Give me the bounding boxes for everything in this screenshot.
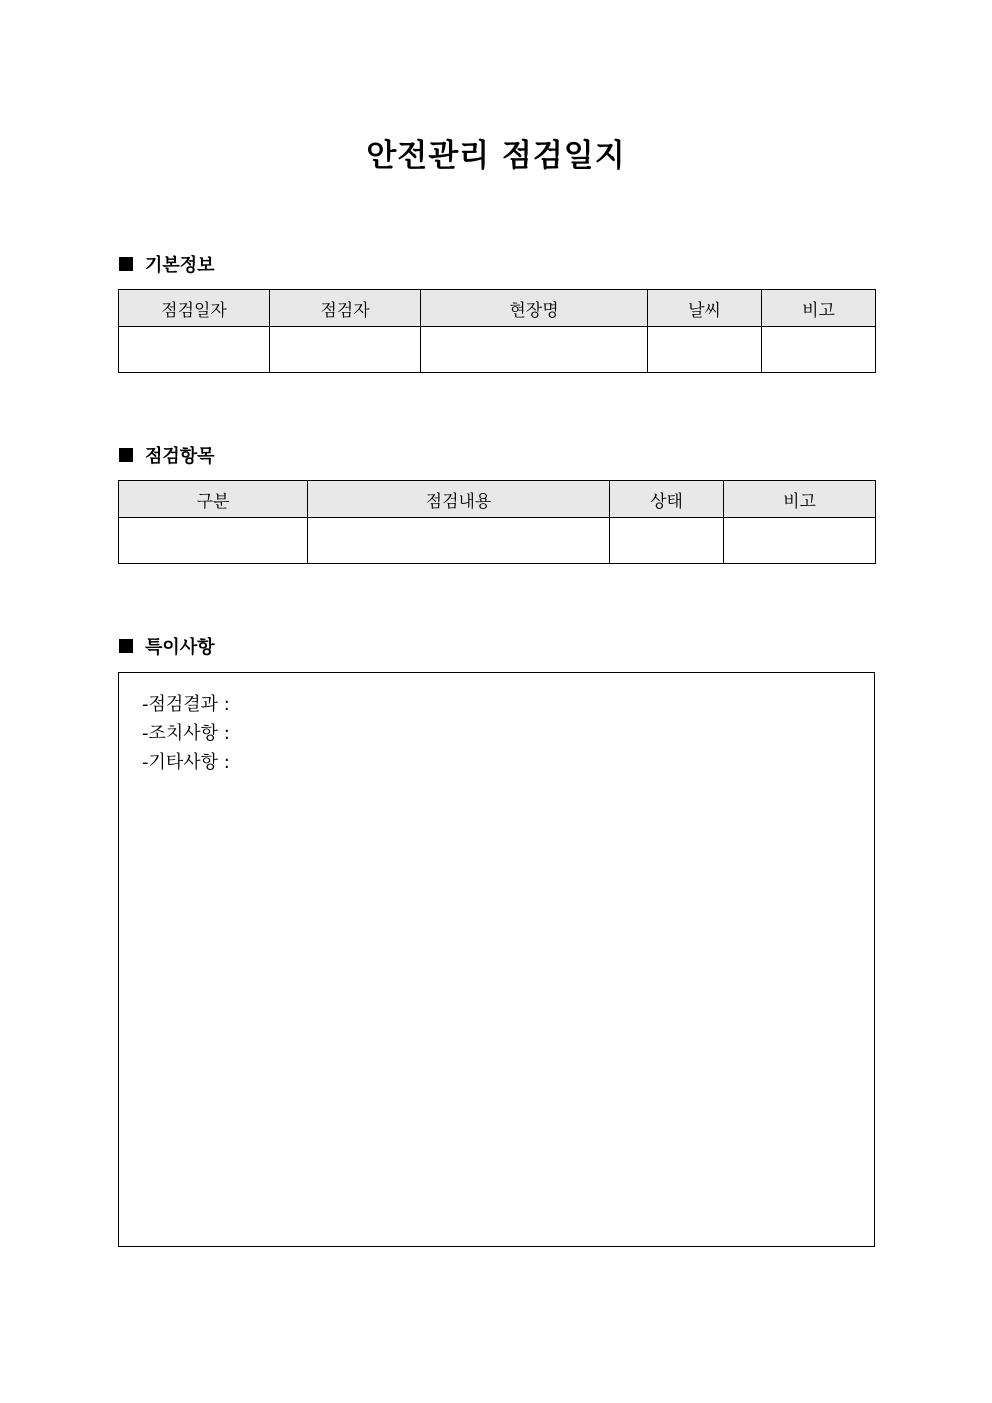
note-other-matters: -기타사항 :	[142, 752, 230, 773]
square-bullet-icon	[119, 448, 133, 462]
section-heading-inspection-items	[119, 442, 215, 468]
table-row	[119, 518, 876, 564]
page-title: 안전관리 점검일지	[366, 138, 626, 174]
column-header-category: 구분	[119, 481, 308, 518]
basic-info-table	[118, 289, 876, 373]
special-notes-box[interactable]	[118, 672, 875, 1247]
table-header-row	[119, 290, 876, 327]
column-header-site-name: 현장명	[421, 290, 648, 327]
remarks-cell[interactable]	[762, 327, 876, 373]
column-header-inspector: 점검자	[270, 290, 421, 327]
note-inspection-result: -점검결과 :	[142, 694, 230, 715]
inspector-cell[interactable]	[270, 327, 421, 373]
remarks-cell[interactable]	[724, 518, 876, 564]
table-header-row	[119, 481, 876, 518]
square-bullet-icon	[119, 257, 133, 271]
section-heading-label: 기본정보	[145, 255, 215, 276]
square-bullet-icon	[119, 639, 133, 653]
column-header-inspection-date: 점검일자	[119, 290, 270, 327]
column-header-weather: 날씨	[648, 290, 762, 327]
weather-cell[interactable]	[648, 327, 762, 373]
column-header-status: 상태	[610, 481, 724, 518]
status-cell[interactable]	[610, 518, 724, 564]
category-cell[interactable]	[119, 518, 308, 564]
inspection-date-cell[interactable]	[119, 327, 270, 373]
inspection-items-table	[118, 480, 876, 564]
inspection-content-cell[interactable]	[308, 518, 610, 564]
column-header-remarks: 비고	[724, 481, 876, 518]
column-header-remarks: 비고	[762, 290, 876, 327]
section-heading-basic-info	[119, 251, 215, 277]
site-name-cell[interactable]	[421, 327, 648, 373]
table-row	[119, 327, 876, 373]
section-heading-label: 점검항목	[145, 446, 215, 467]
section-heading-special-notes	[119, 633, 215, 659]
note-action-taken: -조치사항 :	[142, 723, 230, 744]
section-heading-label: 특이사항	[145, 637, 215, 658]
column-header-inspection-content: 점검내용	[308, 481, 610, 518]
